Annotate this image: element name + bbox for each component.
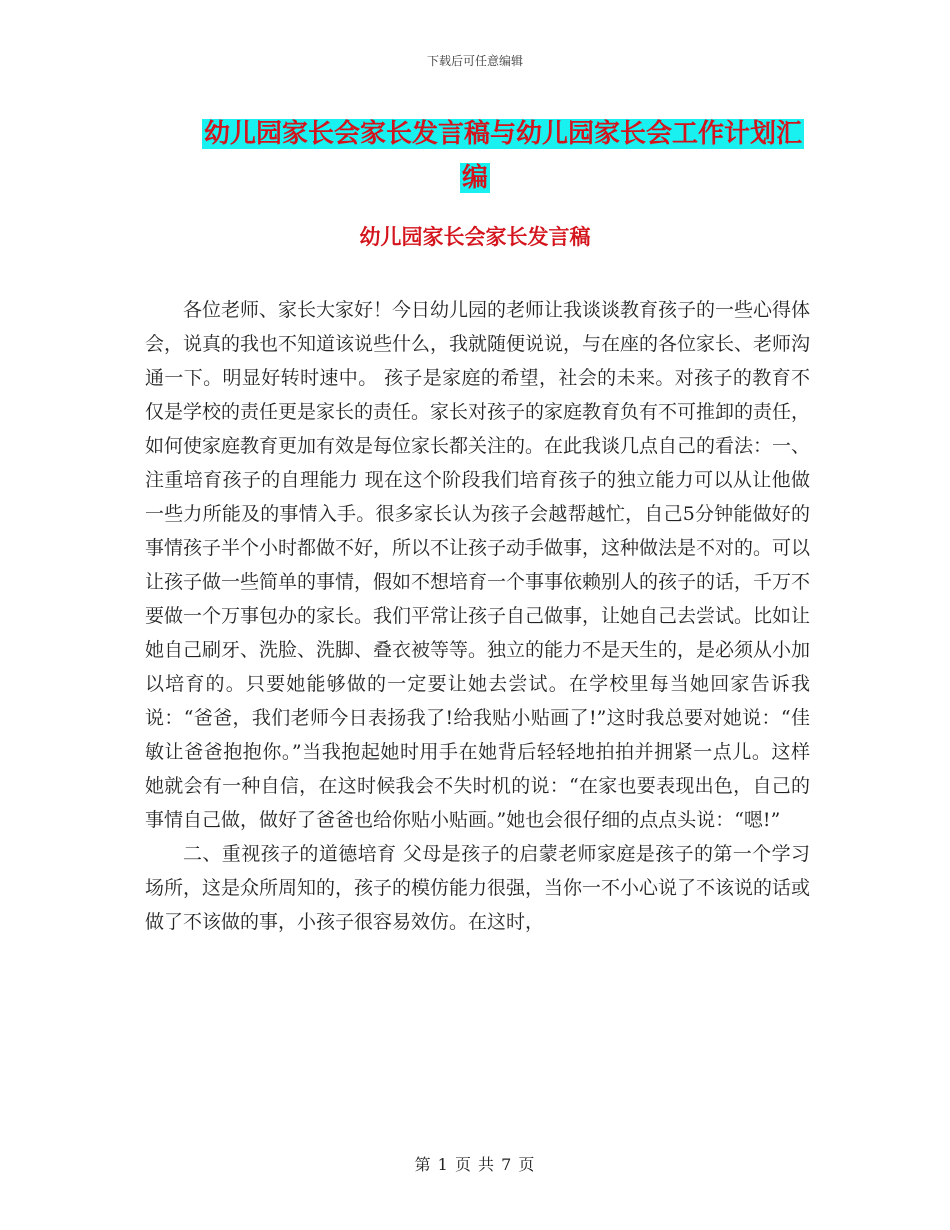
section-title: 幼儿园家长会家长发言稿	[359, 225, 591, 249]
body-text	[145, 293, 810, 939]
document-title-line2: 编	[461, 163, 488, 193]
paragraph: 二、重视孩子的道德培育 父母是孩子的启蒙老师家庭是孩子的第一个学习场所，这是众所周知的，孩子的模仿能力很强，当你一不小心说了不该说的话或做了不该做的事，小孩子很容易效仿。在这时，	[145, 843, 811, 933]
paragraph: 各位老师、家长大家好！今日幼儿园的老师让我谈谈教育孩子的一些心得体会，说真的我也不知道该说些什么，我就随便说说，与在座的各位家长、老师沟通一下。明显好转时速中。 孩子是家庭的希望，社会的未来。对孩子的教育不仅是学校的责任更是家长的责任。家长对孩子的家庭教育负有不可推卸的责任，如何使家庭教育更加有效是每位家长都关注的。在此我谈几点自己的看法：一、注重培育孩子的自理能力 现在这个阶段我们培育孩子的独立能力可以从让他做一些力所能及的事情入手。很多家长认为孩子会越帮越忙，自己5分钟能做好的事情孩子半个小时都做不好，所以不让孩子动手做事，这种做法是不对的。可以让孩子做一些简单的事情，假如不想培育一个事事依赖别人的孩子的话，千万不要做一个万事包办的家长。我们平常让孩子自己做事，让她自己去尝试。比如让她自己刷牙、洗脸、洗脚、叠衣被等等。独立的能力不是天生的，是必须从小加以培育的。只要她能够做的一定要让她去尝试。在学校里每当她回家告诉我说：“爸爸，我们老师今日表扬我了!给我贴小贴画了!”这时我总要对她说：“佳敏让爸爸抱抱你。”当我抱起她时用手在她背后轻轻地拍拍并拥紧一点儿。这样她就会有一种自信，在这时候我会不失时机的说：“在家也要表现出色，自己的事情自己做，做好了爸爸也给你贴小贴画。”她也会很仔细的点点头说：“嗯!”	[145, 299, 811, 831]
document-title-line1: 幼儿园家长会家长发言稿与幼儿园家长会工作计划汇	[203, 119, 802, 149]
page-footer: 第 1 页 共 7 页	[414, 1155, 536, 1174]
header-note: 下载后可任意编辑	[426, 54, 523, 68]
document-title	[0, 112, 950, 200]
